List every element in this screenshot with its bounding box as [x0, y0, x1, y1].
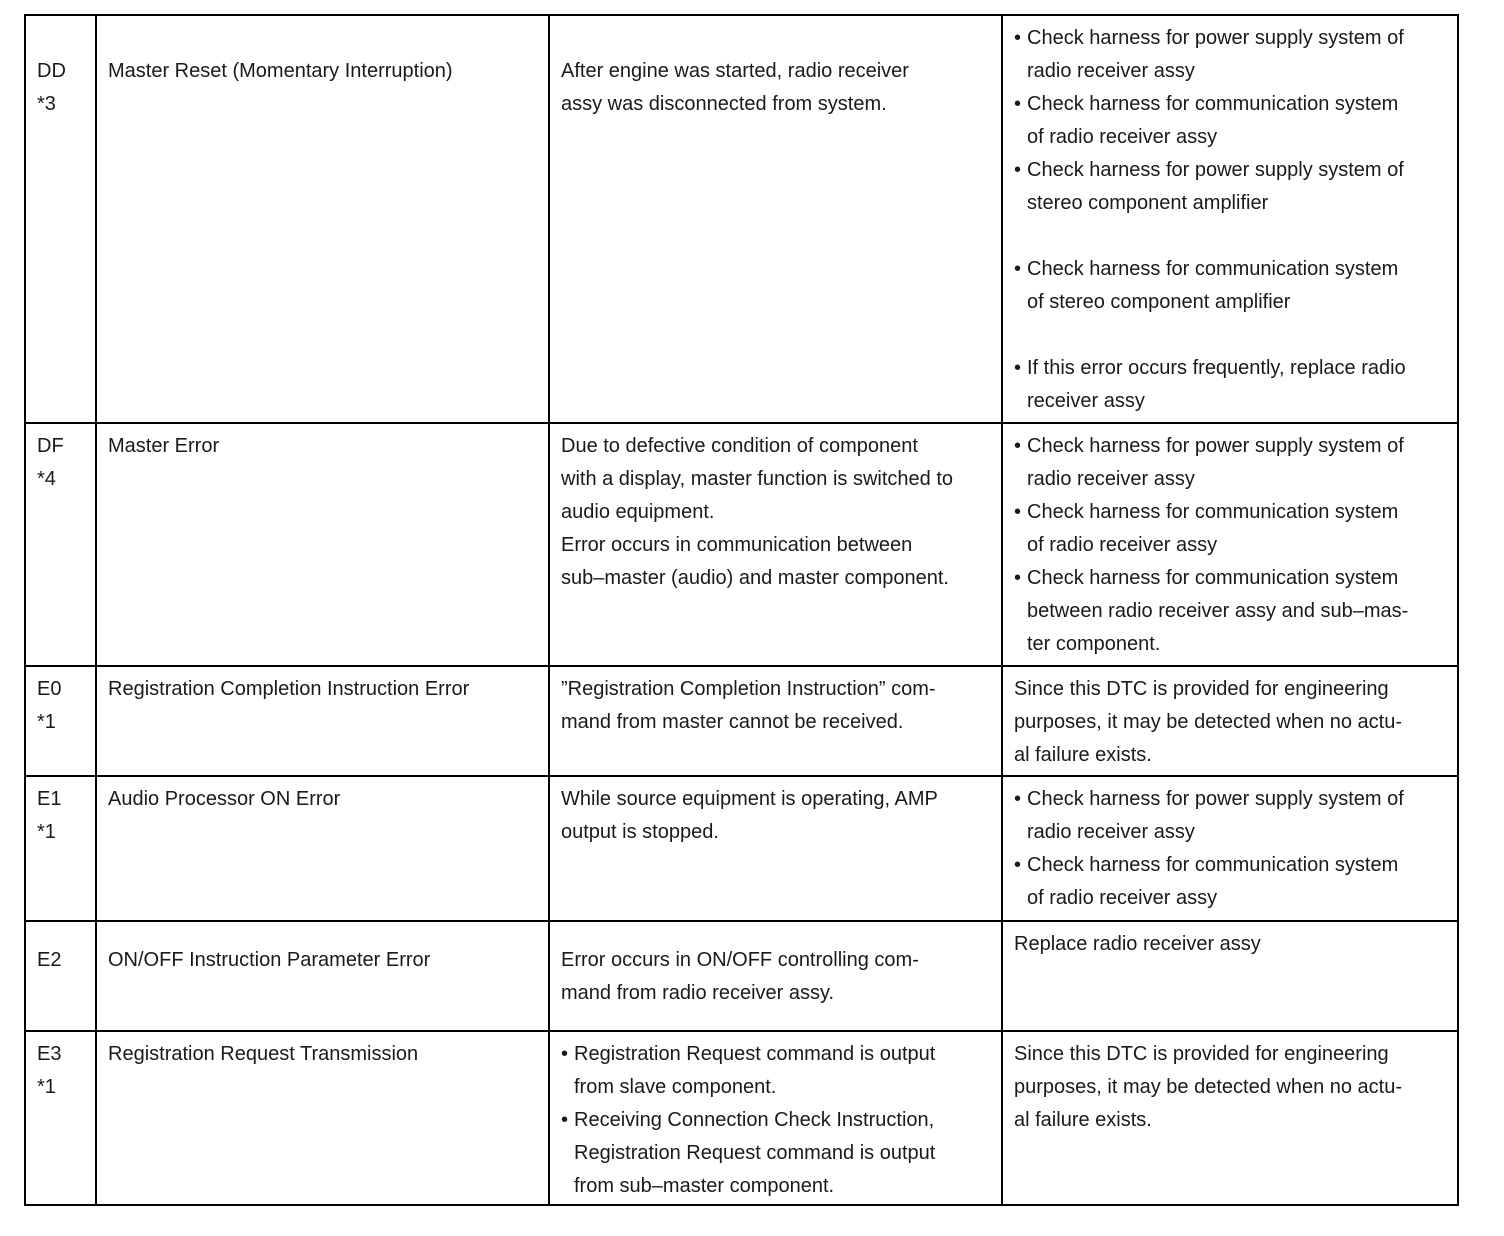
action-item: • Check harness for power supply system of stereo component amplifier [1014, 154, 1447, 220]
table-row [25, 921, 1458, 1031]
action-line: Since this DTC is provided for engineering [1014, 678, 1389, 700]
action-item: • Check harness for power supply system of radio receiver assy [1014, 430, 1447, 496]
dtc-code-cell [25, 1031, 96, 1205]
dtc-code: DD [37, 60, 66, 82]
action-cell [1002, 921, 1458, 1031]
condition-line: ”Registration Completion Instruction” com- [561, 678, 936, 700]
condition-line: with a display, master function is switched to [561, 468, 954, 490]
detection-item: Registration Request Transmission [108, 1043, 419, 1065]
dtc-code: E1 [37, 788, 62, 810]
detection-item: ON/OFF Instruction Parameter Error [108, 949, 431, 971]
detection-item-cell [96, 423, 549, 666]
condition-line: mand from radio receiver assy. [561, 982, 835, 1004]
detection-item: Audio Processor ON Error [108, 788, 341, 810]
action-item: • Check harness for communication system of radio receiver assy [1014, 496, 1447, 562]
dtc-note: *1 [37, 1076, 56, 1098]
action-item: • Check harness for power supply system of radio receiver assy [1014, 783, 1447, 849]
table-row [25, 423, 1458, 666]
action-cell [1002, 15, 1458, 423]
action-line: Since this DTC is provided for engineering [1014, 1043, 1389, 1065]
condition-cell [549, 423, 1002, 666]
action-item: • If this error occurs frequently, replace radio receiver assy [1014, 352, 1447, 418]
dtc-note: *4 [37, 468, 56, 490]
detection-item-cell [96, 776, 549, 921]
detection-item-cell [96, 921, 549, 1031]
condition-line: output is stopped. [561, 821, 719, 843]
condition-cell [549, 921, 1002, 1031]
condition-line: mand from master cannot be received. [561, 711, 904, 733]
dtc-note: *1 [37, 711, 56, 733]
condition-line: Error occurs in communication between [561, 534, 913, 556]
dtc-table [24, 14, 1459, 1206]
detection-item-cell [96, 1031, 549, 1205]
condition-cell [549, 15, 1002, 423]
action-item: • Check harness for communication system of radio receiver assy [1014, 849, 1447, 915]
dtc-code-cell [25, 776, 96, 921]
condition-line: audio equipment. [561, 501, 715, 523]
action-line: purposes, it may be detected when no actu- [1014, 711, 1403, 733]
condition-line: While source equipment is operating, AMP [561, 788, 938, 810]
action-cell [1002, 423, 1458, 666]
condition-cell [549, 1031, 1002, 1205]
dtc-code-cell [25, 423, 96, 666]
dtc-code: E0 [37, 678, 62, 700]
detection-item-cell [96, 666, 549, 776]
table-row [25, 666, 1458, 776]
action-item: • Check harness for communication system between radio receiver assy and sub–mas- ter component. [1014, 562, 1447, 661]
dtc-code: DF [37, 435, 64, 457]
dtc-code-cell [25, 666, 96, 776]
action-line: al failure exists. [1014, 744, 1152, 766]
condition-cell [549, 776, 1002, 921]
table-row [25, 15, 1458, 423]
action-item: • Check harness for power supply system of radio receiver assy [1014, 22, 1447, 88]
detection-item: Master Error [108, 435, 220, 457]
condition-line: sub–master (audio) and master component. [561, 567, 949, 589]
condition-line: Error occurs in ON/OFF controlling com- [561, 949, 919, 971]
condition-line: assy was disconnected from system. [561, 93, 887, 115]
condition-line: Due to defective condition of component [561, 435, 918, 457]
action-cell [1002, 776, 1458, 921]
action-line: al failure exists. [1014, 1109, 1152, 1131]
condition-cell [549, 666, 1002, 776]
dtc-code: E2 [37, 949, 62, 971]
action-cell [1002, 666, 1458, 776]
condition-item: • Receiving Connection Check Instruction, Registration Request command is output from sub–master component. [561, 1104, 991, 1203]
detection-item-cell [96, 15, 549, 423]
action-item: • Check harness for communication system of radio receiver assy [1014, 88, 1447, 154]
action-cell [1002, 1031, 1458, 1205]
dtc-code-cell [25, 921, 96, 1031]
detection-item: Registration Completion Instruction Error [108, 678, 470, 700]
action-line: Replace radio receiver assy [1014, 933, 1261, 955]
detection-item: Master Reset (Momentary Interruption) [108, 60, 453, 82]
dtc-note: *3 [37, 93, 56, 115]
action-item: • Check harness for communication system of stereo component amplifier [1014, 253, 1447, 319]
action-line: purposes, it may be detected when no actu- [1014, 1076, 1403, 1098]
dtc-note: *1 [37, 821, 56, 843]
condition-item: • Registration Request command is output from slave component. [561, 1038, 991, 1104]
dtc-code: E3 [37, 1043, 62, 1065]
table-row [25, 776, 1458, 921]
dtc-code-cell [25, 15, 96, 423]
condition-line: After engine was started, radio receiver [561, 60, 909, 82]
table-row [25, 1031, 1458, 1205]
